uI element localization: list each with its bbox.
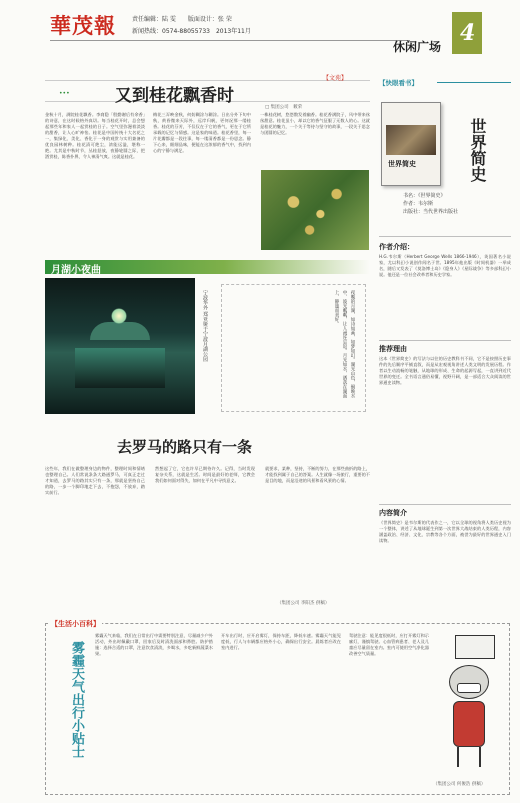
book-info-title: 书名：《世界简史》 [403, 193, 446, 199]
rome-col-2: 然想起了它，它也许早已期待许久。记得，当时发现复杂关系，这就是生活。时间是最好的老师，它教会我们如何面对得失，如何在平凡中寻找意义。 [155, 466, 255, 483]
cover-title: 世界简史 [388, 160, 416, 168]
cover-image [386, 125, 436, 155]
masthead-meta-2: 新闻热线：0574-88055733 2013年11月 [132, 28, 251, 35]
masthead-logo: 華茂報 [50, 13, 116, 38]
book-title-vertical: 世界简史 [468, 118, 487, 182]
rome-col-3: 就要求，某种，坚持，不断的努力，在那些曲折的路上，才能找到属于自己的答案。人生就像一场旅行，重要的不是目的地，而是沿途的风景和看风景的心情。 [265, 466, 370, 483]
article-tag: 【文苑】 [323, 75, 348, 82]
divider-3 [379, 504, 511, 505]
recommend-text: 这本《世界简史》的写法与以往的历史教科书不同，它不是按照历史事件的先后顺序平铺直叙，而是从宏观视角讲述人类文明的发展历程。作者以生动流畅的笔触，从地球的形成、生命的起源写起，一直讲到近代世界的变迁。全书语言通俗易懂，视野开阔，是一部适合大众阅读的世界通史读物。 [379, 356, 511, 385]
life-col-1: 雾霾天气来临，我们在日常出行中需要特别注意，尽量减少户外活动，外出时佩戴口罩，回家后及时清洗面部和鼻腔。防护措施：选择合适的口罩，注意饮食清淡，多喝水，多吃新鲜蔬菜水果。 [95, 633, 213, 656]
cartoon-head [449, 665, 489, 699]
cartoon-sign [455, 635, 495, 659]
rome-title: 去罗马的路只有一条 [117, 438, 253, 456]
article-osmanthus [45, 72, 370, 258]
cartoon-body [453, 701, 485, 747]
life-col-2: 开车出行时，应开启雾灯，保持车距，降低车速。雾霾天气能见度低，行人与车辆都应格外小心，确保出行安全。晨练者应改在室内进行。 [221, 633, 341, 650]
moonlake-section [45, 260, 370, 422]
page-label: 休闲广场 [393, 40, 442, 54]
article-byline: □ 集团公司 薮荣 [265, 105, 303, 110]
rome-byline: （集团公司 李阳杰 供稿） [277, 601, 330, 606]
cartoon-legs [457, 747, 481, 767]
masthead-meta-1: 责任编辑：陆 雯 版面设计：张 荣 [132, 16, 232, 23]
book-info-publisher: 出版社：当代世界出版社 [403, 209, 459, 215]
article-col-2: 梅花三弄映金秋，何妨糊涂与糊涂。日出分外下旬中秋，黄昏微来天际外，远岸归帆，更何况那一缕桂香。桂花的芬芳，不仅仅在于它的香气，更在于它所承载的记忆与情感。这是家的味道。桂花香里，每一片花瓣都是一段往事，每一缕清香都是一份思念。静下心来，细细品味，便能在这浓郁的香气中，找到内心的宁静与满足。 [153, 112, 251, 153]
article-col-3: 一株桂花树，悠悠散发着幽香。桂花香满院子，风中带来丝丝甜意。桂花虽小，却以它的香气征服了无数人的心。这就是桂花的魅力，一个关于等待与坚守的故事，一段关于思念与团圆的记忆。 [260, 112, 370, 135]
divider-1 [379, 236, 511, 237]
cartoon-mask [457, 683, 481, 693]
content-heading: 内容简介 [379, 509, 407, 517]
moonlake-title: 月湖小夜曲 [51, 265, 101, 276]
article-rome [45, 432, 370, 612]
life-title: 【生活小百科】 [51, 620, 100, 628]
title-dots: ••• [59, 90, 70, 97]
book-tag-line [437, 82, 511, 83]
article-col-1: 金秋十月，满院桂花飘香。李商隐「殷勤谢后有余香」的诗意，在这时候格外真切。每当桂花开时，总会想起那些年和家人一起赏桂的日子。空气里弥漫着淡淡的甜香，让人心旷神怡。桂花是中国传统十大名花之一，集绿化、美化、香化于一身的观赏与实用兼备的优良园林树种。桂花清可绝尘，浓能远溢，堪称一绝。尤其是中秋时节，丛桂怒放，夜静轮圆之际，把酒赏桂，陈香扑鼻，令人神清气爽。这就是桂花。 [45, 112, 145, 159]
moonlake-photo-caption: 宁波华外 郑亚娅于宁波月湖公园 [202, 290, 208, 362]
photo-reflection [75, 348, 165, 388]
masthead [0, 0, 520, 62]
masthead-divider [50, 40, 410, 41]
life-section [45, 620, 515, 798]
life-vertical-title: 雾霾天气出行小贴士 [69, 641, 84, 758]
recommend-heading: 推荐理由 [379, 345, 407, 353]
book-info-author: 作者：韦尔斯 [403, 201, 434, 207]
author-heading: 作者介绍： [379, 243, 414, 251]
osmanthus-photo [261, 170, 369, 250]
rome-col-1: 这些年，我们在做整理身边的物件，整理时间和情绪也整理自己。人们常说条条大路通罗马，可真正走过才知道，去罗马的路其实只有一条，那就是坚持自己的路，一步一个脚印地走下去，不抱怨，不放弃，踏实前行。 [45, 466, 145, 495]
book-cover [381, 102, 441, 186]
page-number: 4 [460, 20, 476, 46]
moonlake-poem: 夜晚的月湖，如诗如画，如梦如幻。湖光山色，倒映水中，波光粼粼，让人流连忘返。月光如水，洒落在湖面上，静谧而美好。 [334, 290, 355, 398]
photo-light [111, 308, 127, 324]
content-text: 《世界简史》是韦尔斯的代表作之一，它以全球的视角将人类历史视为一个整体，讲述了从地球诞生到第一次世界大战结束的人类历程，内容涵盖政治、经济、文化、宗教等各个方面，被誉为最好的世界通史入门读物。 [379, 520, 511, 543]
life-col-3: 驾驶注意：能见度很低时，应打开雾灯和示廓灯，谨慎驾驶。心血管病患者、老人及儿童应尽量留在室内。室内可使用空气净化器改善空气质量。 [349, 633, 429, 656]
cartoon-caption: （集团公司 何俊浩 供稿） [433, 782, 486, 787]
divider-2 [379, 340, 511, 341]
author-text: H.G.韦尔斯（Herbert George Wells 1866-1946），英国著名小说家，尤以科幻小说创作闻名于世。1895年他出版《时间机器》一举成名，随后又发表了《莫洛博士岛》《隐身人》《星际战争》等多部科幻小说。他还是一位社会改革者和历史学家。 [379, 254, 511, 277]
smog-cartoon [435, 635, 505, 775]
article-title: 又到桂花飘香时 [115, 86, 234, 106]
book-section-tag: 【快眼看书】 [379, 79, 418, 87]
photo-pavilion [90, 322, 150, 340]
moonlake-photo [45, 278, 195, 414]
book-column [375, 72, 515, 617]
